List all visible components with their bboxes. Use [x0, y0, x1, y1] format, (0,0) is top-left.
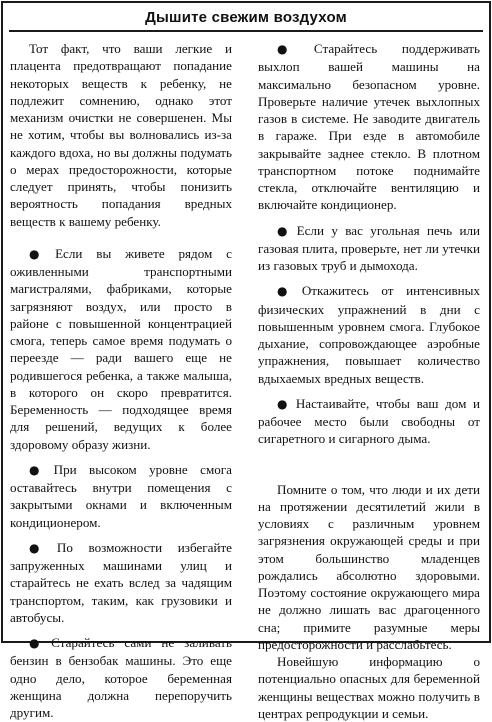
bullet-gas-stove: ● Если у вас угольная печь или газовая плита, проверьте, нет ли утечки из газовых труб и дымохода. [258, 222, 480, 275]
bullet-car-exhaust: ● Старайтесь поддерживать выхлоп вашей машины на максимально безопасном уровне. Проверьте наличие утечек выхлопных газов в системе. Не заводите двигатель в гараже. При езде в автомобиле закрывайте заднее стекло. В плотном транспортном потоке поднимайте стекла, отключайте вентиляцию и включайте кондиционер. [258, 40, 480, 214]
article-title: Дышите свежим воздухом [145, 9, 347, 26]
info-paragraph: Новейшую информацию о потенциально опасных для беременной женщины веществах можно получить в центрах репродукции и семьи. [258, 654, 480, 721]
title-divider [9, 30, 483, 32]
intro-paragraph: Тот факт, что ваши легкие и плацента предотвращают попадание некоторых веществ к ребенку, не подлежит сомнению, однако этот механизм очистки не совершенен. Мы не хотим, чтобы вы волновались из-за каждого вдоха, но вы должны подумать о мерах предосторожности, которые следует принять, чтобы понизить вероятность попадания вредных веществ к вашему ребенку. [10, 41, 232, 229]
bullet-avoid-traffic: ● По возможности избегайте запруженных машинами улиц и старайтесь не ехать вслед за чадящим транспортом, таким, как грузовики и автобусы. [10, 539, 232, 626]
left-column [10, 40, 232, 721]
bullet-exercise: ● Откажитесь от интенсивных физических упражнений в дни с повышенным уровнем смога. Глубокое дыхание, сопровождающее аэробные упражнения, повышает количество вдыхаемых вредных веществ. [258, 282, 480, 387]
bullet-fuel: ● Старайтесь сами не заливать бензин в бензобак машины. Это еще одно дело, которое беременная женщина должна перепоручить другим. [10, 634, 232, 721]
bullet-stay-indoors: ● При высоком уровне смога оставайтесь внутри помещения с закрытыми окнами и включенным кондиционером. [10, 461, 232, 531]
bullet-relocate: ● Если вы живете рядом с оживленными транспортными магистралями, фабриками, которые загрязняют воздух, или просто в районе с повышенной концентрацией смога, теперь самое время подумать о переезде — ради вашего еще не родившегося ребенка, а также малыша, в которого он скоро превратится. Беременность — подходящее время для решений, ведущих к более здоровому образу жизни. [10, 245, 232, 453]
closing-paragraph: Помните о том, что люди и их дети на протяжении десятилетий жили в условиях с различным уровнем загрязнения окружающей среды и при этом большинство младенцев рождались абсолютно здоровыми. Поэтому состояние окружающего мира не должно лишать вас драгоценного сна; примите разумные меры предосторожности и расслабьтесь. [258, 481, 480, 652]
article-frame [1, 1, 491, 721]
right-column [258, 40, 480, 722]
bullet-smoke-free: ● Настаивайте, чтобы ваш дом и рабочее место были свободны от сигаретного и сигарного дыма. [258, 395, 480, 448]
